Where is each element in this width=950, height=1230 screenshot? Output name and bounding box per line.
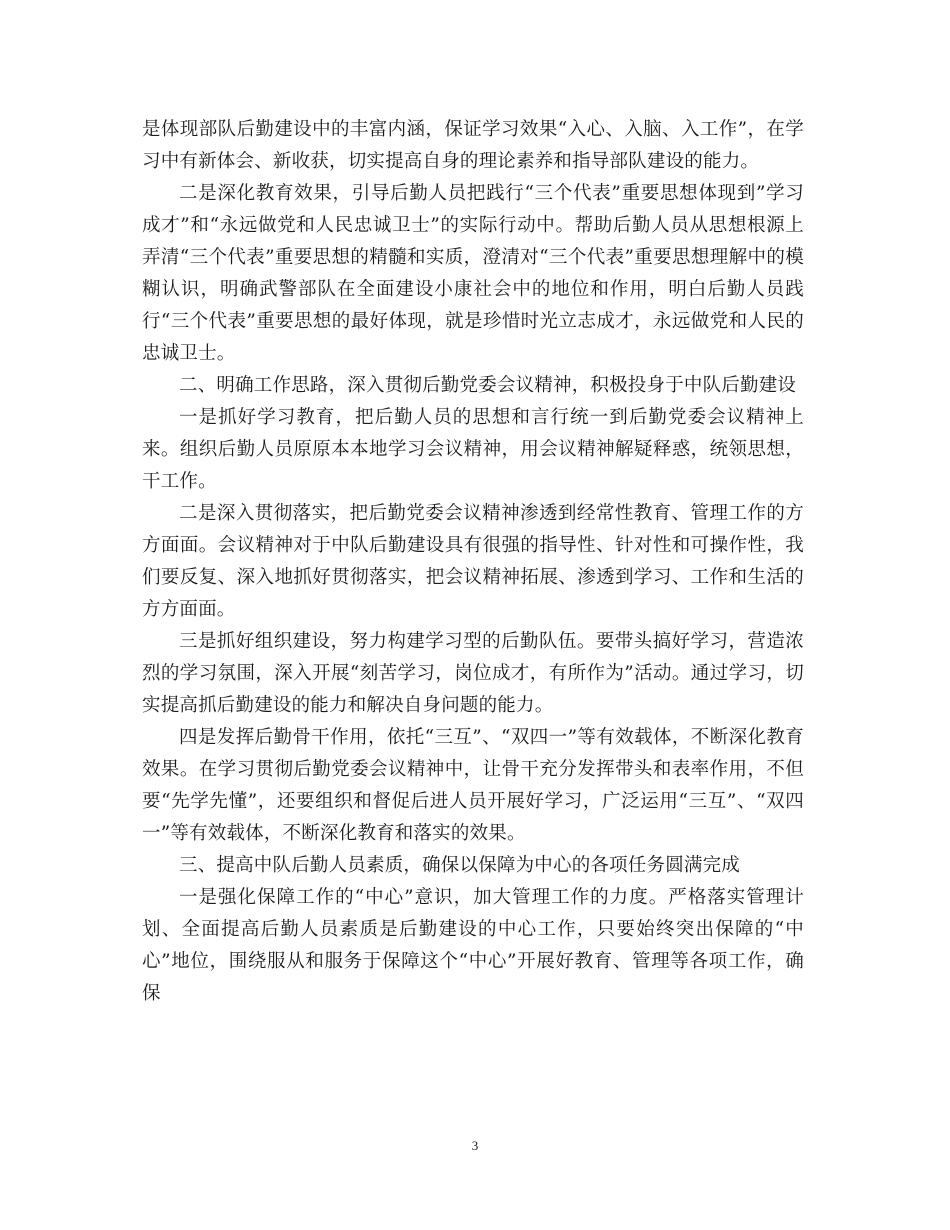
paragraph-3: 一是抓好学习教育，把后勤人员的思想和言行统一到后勤党委会议精神上来。组织后勤人员原原本本地学习会议精神，用会议精神解疑释惑，统领思想，干工作。 [142, 407, 804, 492]
paragraph-7: 一是强化保障工作的“中心”意识，加大管理工作的力度。严格落实管理计划、全面提高后勤人员素质是后勤建设的中心工作，只要始终突出保障的“中心”地位，围绕服从和服务于保障这个“中心”开展好教育、管理等各项工作，确保 [142, 887, 804, 1004]
paragraph-2: 二是深化教育效果，引导后勤人员把践行“三个代表”重要思想体现到”学习成才”和“永远做党和人民忠诚卫士”的实际行动中。帮助后勤人员从思想根源上弄清“三个代表”重要思想的精髓和实质，澄清对“三个代表”重要思想理解中的模糊认识，明确武警部队在全面建设小康社会中的地位和作用，明白后勤人员践行“三个代表”重要思想的最好体现，就是珍惜时光立志成才，永远做党和人民的忠诚卫士。 [142, 183, 804, 364]
section-heading-3: 三、提高中队后勤人员素质，确保以保障为中心的各项任务圆满完成 [179, 855, 741, 876]
page-number: 3 [471, 1138, 479, 1153]
section-heading-2: 二、明确工作思路，深入贯彻后勤党委会议精神，积极投身于中队后勤建设 [179, 375, 797, 396]
paragraph-6: 四是发挥后勤骨干作用，依托“三互”、“双四一”等有效载体，不断深化教育效果。在学习贯彻后勤党委会议精神中，让骨干充分发挥带头和表率作用，不但要“先学先懂”，还要组织和督促后进人员开展好学习，广泛运用“三互”、“双四一”等有效载体，不断深化教育和落实的效果。 [142, 727, 804, 844]
body-text [142, 114, 804, 1010]
paragraph-4: 二是深入贯彻落实，把后勤党委会议精神渗透到经常性教育、管理工作的方方面面。会议精神对于中队后勤建设具有很强的指导性、针对性和可操作性，我们要反复、深入地抓好贯彻落实，把会议精神拓展、渗透到学习、工作和生活的方方面面。 [142, 503, 804, 620]
paragraph-1: 是体现部队后勤建设中的丰富内涵，保证学习效果“入心、入脑、入工作”，在学习中有新体会、新收获，切实提高自身的理论素养和指导部队建设的能力。 [142, 119, 804, 172]
paragraph-5: 三是抓好组织建设，努力构建学习型的后勤队伍。要带头搞好学习，营造浓烈的学习氛围，深入开展“刻苦学习，岗位成才，有所作为”活动。通过学习，切实提高抓后勤建设的能力和解决自身问题的能力。 [142, 631, 804, 716]
